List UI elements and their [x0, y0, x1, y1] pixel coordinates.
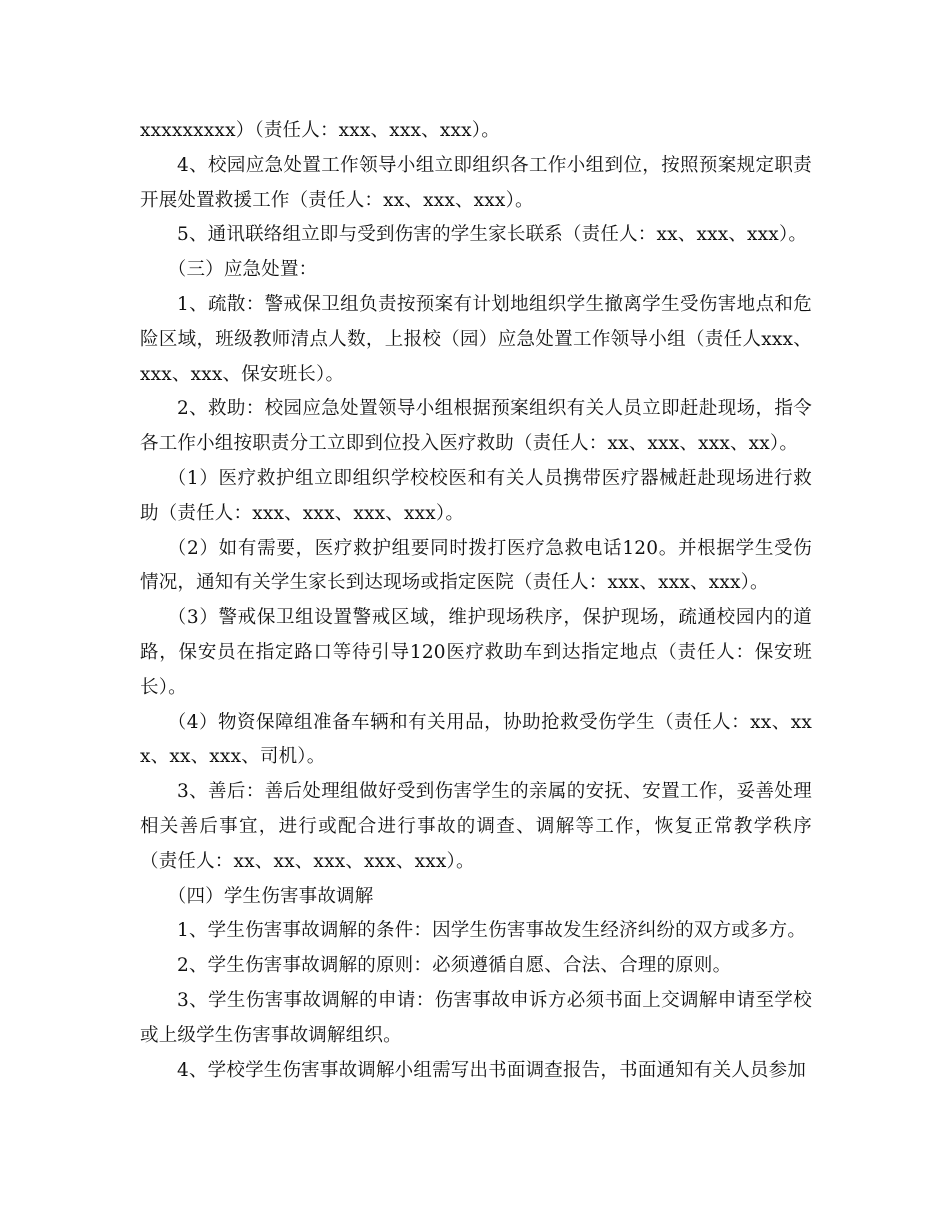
- section-heading-4: （四）学生伤害事故调解: [167, 885, 374, 907]
- paragraph-6: 2、救助：校园应急处置领导小组根据预案组织有关人员立即赶赴现场，指令各工作小组按职责分工立即到位投入医疗救助（责任人：xx、xxx、xxx、xx）。: [140, 398, 812, 455]
- paragraph-5: 1、疏散：警戒保卫组负责按预案有计划地组织学生撤离学生受伤害地点和危险区域，班级教师清点人数，上报校（园）应急处置工作领导小组（责任人xxx、xxx、xxx、保安班长）。: [140, 293, 812, 385]
- paragraph-7: （1）医疗救护组立即组织学校校医和有关人员携带医疗器械赶赴现场进行救助（责任人：xxx、xxx、xxx、xxx）。: [140, 467, 812, 524]
- paragraph-2: 4、校园应急处置工作领导小组立即组织各工作小组到位，按照预案规定职责开展处置救援工作（责任人：xx、xxx、xxx）。: [140, 154, 812, 211]
- paragraph-14: 2、学生伤害事故调解的原则：必须遵循自愿、合法、合理的原则。: [177, 955, 732, 977]
- paragraph-15: 3、学生伤害事故调解的申请：伤害事故申诉方必须书面上交调解申请至学校或上级学生伤害事故调解组织。: [140, 989, 812, 1046]
- document-body: [140, 114, 812, 1088]
- paragraph-9: （3）警戒保卫组设置警戒区域，维护现场秩序，保护现场，疏通校园内的道路，保安员在指定路口等待引导120医疗救助车到达指定地点（责任人：保安班长）。: [140, 607, 812, 698]
- paragraph-13: 1、学生伤害事故调解的条件：因学生伤害事故发生经济纠纷的双方或多方。: [177, 920, 807, 942]
- paragraph-8: （2）如有需要，医疗救护组要同时拨打医疗急救电话120。并根据学生受伤情况，通知有关学生家长到达现场或指定医院（责任人：xxx、xxx、xxx）。: [140, 537, 812, 594]
- paragraph-16: 4、学校学生伤害事故调解小组需写出书面调查报告，书面通知有关人员参加: [177, 1059, 807, 1081]
- paragraph-3: 5、通讯联络组立即与受到伤害的学生家长联系（责任人：xx、xxx、xxx）。: [177, 224, 808, 246]
- paragraph-10: （4）物资保障组准备车辆和有关用品，协助抢救受伤学生（责任人：xx、xxx、xx、xxx、司机）。: [140, 711, 812, 768]
- paragraph-11: 3、善后：善后处理组做好受到伤害学生的亲属的安抚、安置工作，妥善处理相关善后事宜，进行或配合进行事故的调查、调解等工作，恢复正常教学秩序（责任人：xx、xx、xxx、xxx、xxx）。: [140, 781, 812, 872]
- paragraph-1: xxxxxxxxx）（责任人：xxx、xxx、xxx）。: [140, 120, 500, 141]
- section-heading-3: （三）应急处置：: [167, 259, 318, 281]
